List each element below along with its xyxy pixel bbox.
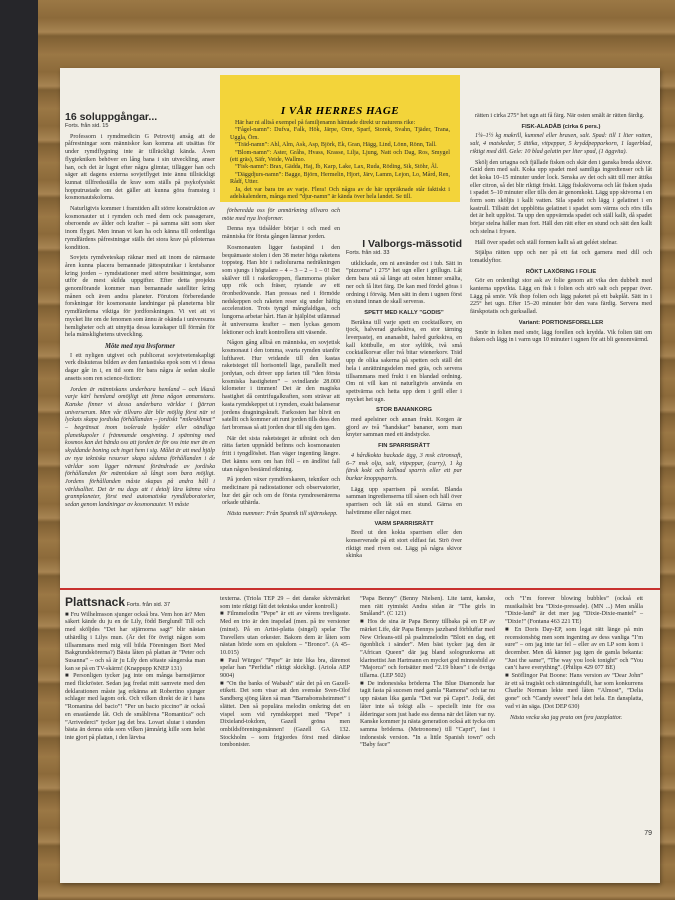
plattsnack-col-1	[65, 596, 205, 746]
paragraph: Smör in folien med smör, lägg forellen och krydda. Vik folien tätt om fisken och lägg in i varm ugn 10 minuter i ugnen för att bli genomvärmd.	[470, 329, 652, 344]
paragraph: Ja, det var bara tre av varje. Flera! Och några av de här uppräknade står faktiskt i adelskalendern, många med ”djur-namn” är kända över hela landet. Se till.	[230, 186, 450, 201]
paragraph: ”Papa Benny” (Benny Nielsen). Lite tamt, kanske, men rätt rytmiskt Andra sidan är ”The girls in Småland”. (C 121) ■ Hos de sina är Papa Benny tillbaka på en EP av märket Life, där Papa Bennys jazzband förbluffar med New Orleans-stil på psalmmelodin ”Blott en dag, ett ögonblick i sänder”. Men bäst tycker jag den är ”African Queen” där jag bland sologrunkorna att klarinettist Jan Hartmann en mycket god minnesbild av ”Majorca” och fortsätter med ”2.19 blues” i de övriga tillarna. (LEP 502) ■ De indonesiska bröderna The Blue Diamondz har tagit fasta på sucesen med gamla ”Ramona” och tar nu upp nästan lika gamla ”Det var på Capri”. Jodå, det låter inte så tokigt alls – speciellt inte för oss ålderingar som just hade ess denna när det låten var ny. Kanske kommer ju nästa generation också att tycka om samma bröderna. (Metronome) till ”Capri”, fast i indonesisk version. ”In a little Spanish town” och ”Baby face”	[360, 596, 495, 749]
box-text	[220, 120, 460, 201]
paragraph: Lägg upp sparrisen på sorsfat. Blanda samman ingredienserna till såsen och häll över sparrisen och låt stå en stund. Gärna en halvtimme eller något mer.	[346, 486, 462, 516]
paragraph: förberedda oss för anmärkning tillvaro och möte med nya livsformer.	[222, 208, 340, 222]
paragraph: Bred ut den kokta sparrisen eller den konserverade på ett stort eldfast fat. Strö över riktigt med riven ost. Lägg på några skivor skinka	[346, 530, 462, 560]
paragraph: ”Fisk-namn”: Brax, Gädda, Haj, Ib, Karp, Lake, Lax, Ruda, Röding, Sik, Stöhr, Ål.	[235, 164, 439, 171]
paragraph: utklickade, om ni använder ost i tub. Sätt in ”pizzorna” i 275° het ugn eller i grillugn. Låt dem bara stå så länge att osten hinner smälta, ner och få litet färg. De kan med fördel göras i ordning i förväg. Men sätt in dem i ugnen först en stund innan de skall serveras.	[346, 260, 462, 306]
page-number: 79	[644, 830, 652, 837]
paragraph: Häll över spadet och ställ formen kallt så att geléet stelnar.	[475, 239, 618, 246]
paragraph: I ett nyligen utgivet och publicerat sovjetvetenskapligt verk diskuteras bilden av den fantastiska epok som vi i dessa dagar går in i, en tid som för bara några år sedan skulle ansetts som ren science-fiction:	[65, 352, 215, 382]
subheading: STOR BANANKORG	[376, 407, 432, 414]
dark-left-edge	[0, 0, 38, 900]
paragraph: 1¼–1½ kg makrill, kummel eller braxen, salt. Spad: till 1 liter vatten, salt, 4 matskedar, 5 ättika, vitpeppar, 5 kryddpepparkorn, 1 lagerblad, riktigt med dill. Gele: 10 blad gelatin per liter spad, (1 äggvita).	[470, 133, 652, 155]
paragraph: ”Träd-namn”: Ahl, Alm, Ask, Asp, Björk, Ek, Gran, Hägg, Lind, Lönn, Rönn, Tall.	[235, 142, 437, 149]
paragraph: ”Däggdjurs-namn”: Bagge, Björn, Hermelin, Hjort, Järv, Lamm, Lejon, Lo, Mård, Ren, Rådf, Utter.	[230, 171, 450, 186]
paragraph: med apelsiner och annan frukt. Korgen är gjord av två ”handskar” bananer, som man knyter samman med ett ändstycke.	[346, 417, 462, 439]
paragraph: 4 hårdkokta hackade ägg, 3 msk citronsaft, 6–7 msk olja, salt, vitpeppar, (curry), 1 kg färsk kokt och kallnad sparris eller ett par burkar knoppsparris.	[346, 452, 462, 482]
subheading-livsformer: Möte med nya livsformer	[104, 342, 176, 350]
paragraph: Denna nya tidsålder börjar i och med en människa för första gången lämnar jorden.	[222, 226, 340, 241]
paragraph: Här har ni alltså exempel på familjenamn hämtade direkt ur naturens rike:	[235, 120, 416, 126]
article-recipes-right	[470, 113, 652, 348]
forts-plattsnack: Forts. från sid. 37	[126, 602, 171, 608]
paragraph-next-issue: Nästa nummer: Från Sputnik till stjärnskepp.	[227, 511, 338, 518]
paragraph: Skölj den urtagna och fjällade fisken och skär den i ganska breda skivor. Gnid dem med salt. Koka upp spadet med samtliga ingredienser och låt det koka 10–15 minuter under lock. Senska av det och sätt till mer ättika eller citron, så det blir riktigt friskt. Lägg fiskskivorna och låt fisken sjuda i spadet 5–10 minuter eller tills den är genomkokt. Lägg upp skivorna i en form som sköljts i kallt vatten. Sila spadet och lägg i gelatinet i en kastrull. Tillsätt det uppblötta gelatinet i spadet som värms och rörs tills det är helt upplöst. Ta upp den uppvärmda spadet och ställ kallt, då spadet börjar stelna häller man fort. Häll den rätt efter en stund och sätt den kallt och stelna i frysen.	[470, 159, 652, 235]
red-divider	[60, 588, 660, 590]
subheading: VARM SPARRISRÄTT	[374, 520, 434, 527]
paragraph: På jorden växer rymdforskaren, tekniker och medicinare på radiostationer och observatorier, hur det går och om de första rymdresenärerna orkade uthärda.	[222, 477, 340, 507]
subheading: RÖKT LAXÖRING I FOLIE	[525, 268, 597, 275]
paragraph: Gör en ordentligt stor ask av folie genom att vika den dubbelt med kanterna uppvikta. Lägg en fisk i folien och strö salt och peppar över. Lägg på smör. Vik ihop folien och lägg paketet på ett bakplåt. Sätt in i 225° het ugn. Efter 15–20 minuter bör den vara färdig. Servera med färskpotatis och gurksallad.	[470, 278, 652, 316]
plattsnack-heading	[65, 596, 205, 610]
paragraph: och ”I’m forever blowing bubbles” (också ett musikaliskt bra ”Dixie-pressade). (MN ...) Men snålla ”Dixie-land” är det mer jag ”Dixie-Dixie-mantel” – ”Dixie!” (Fontana 463 221 TE) ■ En Doris Day-EP, som legat rätt länge på min recensionshög men som ingenting av dess vanliga ”I’m sure” – om jag inte tar fel – eller av en LP som kom i december. Men då känner jag igen de gamla bekanta: ”Just the same”, ”The way you look tonight” och ”You can’t have everything”. (Philips 429 077 BE) ■ Snöflingor Pat Boone: Hans version av ”Dear John” är ett så tragiskt och stämningsfullt, har som konkurrens Charlie Norman lekte med låten ”Almost”, ”Delia gone” och ”Candy sweet” hela det hela. En dansplatta, vad vi än säga. (Dot DEP 630)	[505, 596, 643, 710]
heading-soluppgangar: 16 soluppgångar...	[65, 111, 158, 123]
subheading: FISK-ALADÅB (cirka 6 pers.)	[521, 123, 601, 130]
plattsnack-col-4	[505, 596, 643, 725]
paragraph: Kosmonauten ligger fastspänd i den bequämaste stolen i den 38 meter höga raketens toppsteg. Han hör i radiolurarna nedräkningen som sjungs i högtalare – 4 – 3 – 2 – 1 – 0! Det skälver till i raketkroppen, flammorna pisker upp rök och fräser, rytande av ett öronbedövande. Han pressas ned i förmöde nedskeppen och raketen reser sig under häftig acceleration. Trots tyngd mångfaldigas, och lungorna arbetar hårt. Han är hjälplöst utlämnad åt universums krafter – men lyckas genom lektioner och kraft kontrollera sitt väsende.	[222, 244, 340, 336]
paragraph-quote: Jorden är människans underbara hemland – och likaså varje kärl hemland omöjligt att finna någon annanstans. Kanske finner vi dessa underbara världar i fjärran universerum. Men vår tillvaro där blir möjlig först när vi lyckats skapa jordiska förhållanden – jordiskt ”mikroklimat” – begränsat inom isolerade hydder eller oändliga planetkupoler i främmande omgivning. I spänning med kosmos kan det hända oss att jorden är för oss inte mer än en skyddande boning och inget hem i sig. Målet är att med hjälp av nya tekniska resurser skapa sådana förhållanden i de världar som ligger närmast förändrade av jordiska förhållanden för människan så långt som bara möjligt. Jordens förhållanden måste skapas på andra håll i världsalltet. Det är nu dags att i detalj lära känna våra grannplaneter, först med automatiska rymdlaboratorier, sedan genom landningar av kosmonauter. Vi måste	[65, 386, 215, 509]
forts-valborgs: Forts. från sid. 33	[346, 250, 390, 256]
article-valborgsmassotid	[346, 238, 462, 564]
paragraph: Sovjets rymdveteskap räknar med att inom de närmaste åren kunna placera bemannade jättesputnikar i kretsbanor kring jorden – rymdstationer med större besättningar, som utför de mest skilda uppgifter. Efter detta projekts genomförande kommer man bemannade satelliter kring månen och även andra planeter. Förutom förberedande forskningar för kosmonaute landningar på planeterna blir rymdfärderna viktiga för jordforskningen. Vi vet att vi mycket lite om de fenomen som ännu är okända i universums hemligheter och att utnyttja dessa kunskaper till förmån för hela mänsklighetens utveckling.	[65, 255, 215, 339]
paragraph: Naturligtvis kommer i framtiden allt större konstruktion av kosmonauter ut i rymden och med dem ock passagerare, oberoende av ålder och krafter – på samma sätt som sker inom flyget. Men innan vi kan ha och känna till ordentliga rymdfärdens påfrestningar ställs det stora krav på piloternas kondition.	[65, 206, 215, 251]
article-continuation	[222, 208, 340, 522]
paragraph: rätten i cirka 275° het ugn att få färg. När osten smält är rätten färdig.	[475, 113, 645, 119]
paragraph: ”Blom-namn”: Aster, Gråhs, Hvass, Krasse, Lilja, Ljung, Natt och Dag, Ros, Smygel (ett gräs), Säfr, Veide, Wallmo.	[230, 149, 450, 164]
paragraph-closing: Nästa vecka ska jag prata om fyra jazzplattor.	[510, 714, 623, 721]
subheading: FIN SPARRISRÄTT	[378, 443, 430, 450]
paragraph: När det sista raketsteget är utbränt och den rätta farten uppnådd befinns och kosmonauten fritt i tyngdlöshet. Han väger ingenting längre. Det känns som om han föll – en ändlöst fall utan någon bestämd riktning.	[222, 435, 340, 473]
heading-var-herres-hage: I VÅR HERRES HAGE	[280, 105, 400, 117]
paragraph: Någon gång alltså en människa, en sovjetisk kosmonaut i den tomma, svarta rymden utanför lufthavet. Hur vridande till den kastas raketsteget till horisontell läge, parallellt med jordytan, och driver upp farten till ”den första kosmiska hastigheten” – svindlande 28.000 kilometer i timmen! Det är den magiska hastighet då centrifugalkraften, som strävar att kasta rymdskeppet ut i rymden, exakt balanserar jordens dragningskraft. Farkosten har blivit en satellit och kommer att runt jorden tills dess den fart bromsas så att jorden drar till sig den igen.	[222, 340, 340, 431]
box-var-herres-hage	[220, 75, 460, 202]
paragraph: ”Fågel-namn”: Dufva, Falk, Hök, Järpe, Orre, Sparf, Storek, Svahn, Tjäder, Trana, Uggla, Örn.	[230, 127, 450, 141]
heading-plattsnack: Plattsnack	[65, 595, 126, 609]
heading-valborgs: I Valborgs-mässotid	[362, 238, 462, 250]
forts-soluppgangar: Forts. från sid. 15	[65, 123, 109, 129]
plattsnack-col-3	[360, 596, 495, 753]
article-soluppgangar	[65, 111, 215, 513]
magazine-page	[60, 68, 660, 883]
paragraph: Stjälpa rätten upp och ner på ett fat och garnera med dill och tomatklyftor.	[470, 250, 652, 264]
paragraph: texterna. (Triola TEP 29 – det danske skivmärket som inte riktigt fått det tekniska under kontroll.) ■ Filmmelodin ”Pepe” är ett av vårens trevligaste. Med en trio är den inspelad (men. på tre versioner (minst). På en Artist-platta (singel) spelar The Travellers utan orkester. Bakom dem är låten som nästan hörde som en sjukdom – ”Bronco”. (A 45–10.015) ■ Paul Würges’ ”Pepe” är inte lika bra, däremot spelar han ”Perfidia” riktigt skickligt. (Ariola AEP 9004) ■ ”On the banks of Wabash” står det på en Gazell-etikett. Det som visar att den svenske Sven-Olof Sandberg sjöng låten så man ”Barnsbomsheimmet” i slättet. Den så populära melodin omkring det en vispel som vid rymdskeppet med ”Pepe” i Dixieland-tokdom, Gazell gröna men ombildsföreningsmännen! (Gazell GA 132. Stockholm – som frigjordes först med dänkse tombonister.	[220, 596, 350, 749]
paragraph: ■ Fru Wilhelmsson sjunger också bra. Vem hon är? Men säkert kände du ju en de Lily, född Berglund! Till och med sköljdes ”Det har stjärnorna sagt” blir nästan uthärdlig i Lilys mun. (Är det för övrigt någon som tillsammans med mig vill bilda Föreningen Bort Med Bakgrundskörerna?) Bästa låten på plattan är ”Peter och Susanna” – och så är ju Lily den sötaste sångerska man kan se på en TV-skärm! (Knappupp KNEP 131) ■ Personligen tycker jag inte om många barnstjärnor med flickröster. Sedan jag fredat mitt samvete med den deklarationen måste jag erkänna att Robertino sjunger schlager med lagom ork. Och vilken direkt de är i hans ”Romanina del bacio”! ”Per un bacio piccino” är också en enastående låt. Och de småblivna ”Romantica” och ”Arrivederci” tycker jag det bra. Lovari slutar i stunden bästa än denna sida som vilken jämnårig kille som helst inte gjort på plattan, i den lärvisa	[65, 611, 205, 741]
subheading: SPETT MED KALLY ”GODIS”	[364, 309, 444, 316]
paragraph: Beräkna till varje spett en cocktailkorv, en tjock, halverad gurkskiva, en stor tärning leverpastej, en ananasbit, halvd gurkskiva, en kall köttbulle, en stor syltlök, två små cocktailkorvar eller två bitar wienerkorv. Träd upp de olika sakerna på spetten och ställ det hela i anrättningsdelen med gräs, och servera tillsammans med frukt i en blandad ordning. Om ni vill kan ni naturligtvis använda en spettvärma och hetta upp dem i grill eller i mycket het ugn.	[346, 319, 462, 403]
plattsnack-col-2	[220, 596, 350, 753]
subheading: Variant: PORTIONSFORELLER	[518, 319, 604, 326]
paragraph: Professorn i rymdmedicin G Petrovitj ansåg att de påfrestningar som människor kan komma att utsättas för under rymdflygning inte är tillräckligt kända. Även flygtekniken behöver en lång bana i sin utveckling, anser han, och det är lugnt efter några glimtar, tillägger han och säger att dagens externa sovjetflyget inte ännu tillräckligt kunnat tillfredsställa de krav som ställs på psykofysiskt hopputrustade om det gäller att kunna göra framsteg i kosmonautskolorna.	[65, 133, 215, 202]
